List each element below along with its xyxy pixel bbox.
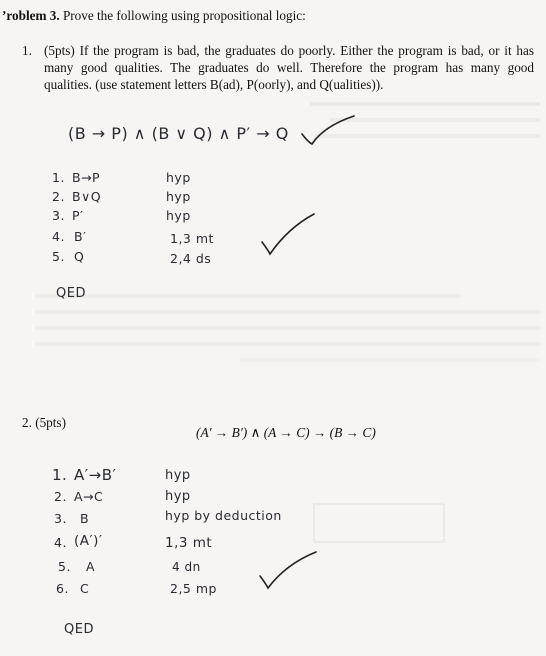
p1-step-2-reason: hyp <box>166 189 191 204</box>
heading-text: Prove the following using propositional logic: <box>59 8 306 23</box>
checkmark-icon <box>298 112 358 148</box>
p2-step-6-reason: 2,5 mp <box>170 581 217 596</box>
p2-step-4-stmt: (A′)′ <box>74 533 103 549</box>
p2-step-3-num: 3. <box>54 511 67 526</box>
p2-step-3-reason: hyp by deduction <box>165 508 282 523</box>
p1-step-2-num: 2. <box>52 189 65 204</box>
p2-step-3-stmt: B <box>80 511 90 526</box>
bleed-through-lines-2 <box>30 290 540 370</box>
p1-step-3-num: 3. <box>52 208 65 223</box>
p2-step-5-stmt: A <box>86 559 96 574</box>
p1-step-4-stmt: B′ <box>74 229 87 244</box>
p1-step-5-stmt: Q <box>74 249 85 264</box>
p2-step-1-num: 1. <box>52 466 68 484</box>
heading-label: roblem 3. <box>6 8 60 23</box>
p1-step-5-num: 5. <box>52 249 65 264</box>
problem-2-label: (5pts) <box>35 415 66 430</box>
heading-prefix: ’ <box>2 8 7 23</box>
p1-step-2-stmt: B∨Q <box>72 189 102 204</box>
p1-step-3-stmt: P′ <box>72 208 84 223</box>
p2-step-5-reason: 4 dn <box>172 560 201 574</box>
problem-1-handwritten-formula: (B → P) ∧ (B ∨ Q) ∧ P′ → Q <box>68 124 289 143</box>
p2-step-6-stmt: C <box>80 581 90 596</box>
bleed-through-texture-2 <box>30 290 540 370</box>
p1-step-1-num: 1. <box>52 170 65 185</box>
p1-step-4-reason: 1,3 mt <box>170 231 214 246</box>
p2-step-5-num: 5. <box>58 559 71 574</box>
problem-1-text: (5pts) If the program is bad, the graduates do poorly. Either the program is bad, or it has many good qualities. The graduates do well. Therefore the program has many good qualities. (use statement letters B(ad), P(oorly), and Q(ualities)). <box>44 43 534 92</box>
p2-qed: QED <box>64 622 94 637</box>
checkmark-icon-3 <box>256 548 320 592</box>
problem-1-number: 1. <box>22 43 32 58</box>
p1-step-3-reason: hyp <box>166 208 191 223</box>
p2-step-2-reason: hyp <box>165 489 191 504</box>
checkmark-icon-2 <box>258 210 318 258</box>
problem-1-statement <box>22 42 534 93</box>
p1-step-4-num: 4. <box>52 229 65 244</box>
p2-step-2-stmt: A→C <box>74 489 104 504</box>
bleed-through-rect <box>300 498 450 548</box>
problem-heading <box>2 7 306 24</box>
p2-step-4-reason: 1,3 mt <box>165 535 213 551</box>
p2-step-1-reason: hyp <box>165 468 191 483</box>
bleed-through-box <box>300 498 450 548</box>
p2-step-6-num: 6. <box>56 581 69 596</box>
problem-2-formula: (A′ → B′) ∧ (A → C) → (B → C) <box>196 425 376 440</box>
p1-step-1-stmt: B→P <box>72 170 101 185</box>
problem-2-number: 2. <box>22 415 32 430</box>
p1-step-5-reason: 2,4 ds <box>170 251 212 266</box>
p2-step-1-stmt: A′→B′ <box>74 466 117 484</box>
p2-step-2-num: 2. <box>54 489 67 504</box>
problem-2-header <box>22 414 66 431</box>
p1-qed: QED <box>56 286 86 301</box>
p1-step-1-reason: hyp <box>166 170 191 185</box>
p2-step-4-num: 4. <box>54 535 67 550</box>
